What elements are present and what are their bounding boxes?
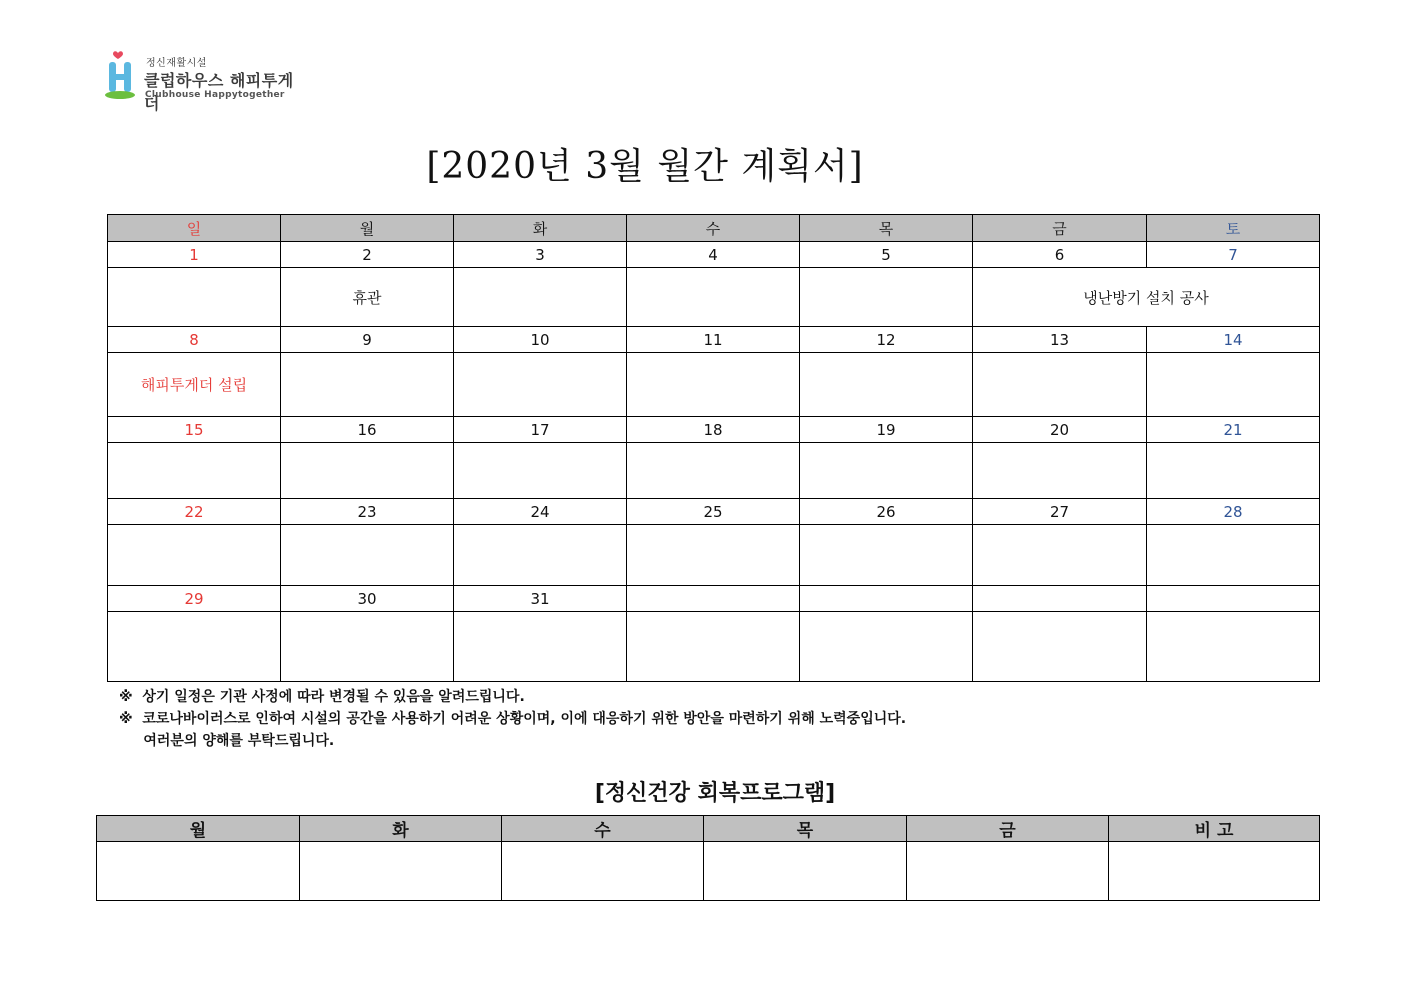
- event-cell: 휴관: [281, 268, 454, 327]
- weekday-sun: 일: [108, 215, 281, 242]
- date-cell: [800, 586, 973, 612]
- notice-text: [119, 686, 906, 752]
- program-cell: [300, 842, 502, 901]
- event-cell: [281, 525, 454, 586]
- date-cell: 9: [281, 327, 454, 353]
- program-header-row: [97, 816, 1320, 842]
- event-cell: [800, 268, 973, 327]
- date-cell: 2: [281, 242, 454, 268]
- event-cell: [1147, 443, 1320, 499]
- date-cell: 8: [108, 327, 281, 353]
- weekday-thu: 목: [800, 215, 973, 242]
- event-row: [108, 268, 1320, 327]
- date-cell: 29: [108, 586, 281, 612]
- event-cell: [454, 443, 627, 499]
- clubhouse-logo: [104, 50, 304, 113]
- date-cell: 19: [800, 417, 973, 443]
- program-header-mon: 월: [97, 816, 300, 842]
- event-row: [108, 443, 1320, 499]
- date-cell: 27: [973, 499, 1147, 525]
- event-cell: [1147, 525, 1320, 586]
- program-cell: [97, 842, 300, 901]
- event-row: [108, 525, 1320, 586]
- event-cell: [800, 612, 973, 682]
- event-cell: [627, 525, 800, 586]
- date-cell: 18: [627, 417, 800, 443]
- program-header-fri: 금: [907, 816, 1109, 842]
- event-cell: [627, 612, 800, 682]
- event-cell: [281, 612, 454, 682]
- date-cell: 23: [281, 499, 454, 525]
- event-cell: [454, 525, 627, 586]
- program-cell: [907, 842, 1109, 901]
- date-row: [108, 327, 1320, 353]
- date-cell: 17: [454, 417, 627, 443]
- program-header-thu: 목: [704, 816, 907, 842]
- date-cell: 12: [800, 327, 973, 353]
- event-row: [108, 353, 1320, 417]
- event-cell: 해피투게더 설립: [108, 353, 281, 417]
- date-cell: 1: [108, 242, 281, 268]
- event-row: [108, 612, 1320, 682]
- event-cell: [108, 268, 281, 327]
- weekday-mon: 월: [281, 215, 454, 242]
- date-cell: [1147, 586, 1320, 612]
- event-cell-merged: 냉난방기 설치 공사: [973, 268, 1320, 327]
- date-cell: 6: [973, 242, 1147, 268]
- program-cell: [502, 842, 704, 901]
- date-cell: 21: [1147, 417, 1320, 443]
- date-cell: 5: [800, 242, 973, 268]
- date-cell: 31: [454, 586, 627, 612]
- event-cell: [1147, 612, 1320, 682]
- date-cell: 24: [454, 499, 627, 525]
- weekday-header-row: [108, 215, 1320, 242]
- date-cell: 13: [973, 327, 1147, 353]
- date-cell: 15: [108, 417, 281, 443]
- date-cell: 20: [973, 417, 1147, 443]
- event-cell: [454, 268, 627, 327]
- program-cell: [1109, 842, 1320, 901]
- date-cell: 14: [1147, 327, 1320, 353]
- event-cell: [627, 443, 800, 499]
- program-header-wed: 수: [502, 816, 704, 842]
- event-cell: [800, 525, 973, 586]
- event-cell: [454, 612, 627, 682]
- date-row: [108, 242, 1320, 268]
- program-title: [정신건강 회복프로그램]: [594, 781, 836, 806]
- date-cell: 4: [627, 242, 800, 268]
- date-row: [108, 417, 1320, 443]
- date-cell: 30: [281, 586, 454, 612]
- date-cell: 3: [454, 242, 627, 268]
- event-cell: [454, 353, 627, 417]
- event-cell: [281, 353, 454, 417]
- event-cell: [973, 612, 1147, 682]
- weekday-wed: 수: [627, 215, 800, 242]
- weekday-sat: 토: [1147, 215, 1320, 242]
- event-cell: [973, 525, 1147, 586]
- program-cell: [704, 842, 907, 901]
- weekday-tue: 화: [454, 215, 627, 242]
- date-cell: 22: [108, 499, 281, 525]
- event-cell: [281, 443, 454, 499]
- event-cell: [800, 443, 973, 499]
- date-cell: 16: [281, 417, 454, 443]
- logo-english: Clubhouse Happytogether: [145, 90, 285, 100]
- date-cell: 10: [454, 327, 627, 353]
- date-row: [108, 586, 1320, 612]
- date-cell: 7: [1147, 242, 1320, 268]
- date-cell: 28: [1147, 499, 1320, 525]
- notice-line: ※ 코로나바이러스로 인하여 시설의 공간을 사용하기 어려운 상황이며, 이에 대응하기 위한 방안을 마련하기 위해 노력중입니다.: [119, 711, 907, 727]
- event-cell: [1147, 353, 1320, 417]
- monthly-calendar: [107, 214, 1320, 682]
- notice-line: ※ 상기 일정은 기관 사정에 따라 변경될 수 있음을 알려드립니다.: [119, 689, 525, 705]
- weekday-fri: 금: [973, 215, 1147, 242]
- date-cell: 11: [627, 327, 800, 353]
- event-cell: [108, 443, 281, 499]
- event-cell: [800, 353, 973, 417]
- logo-name: 클럽하우스 해피투게더: [144, 71, 294, 113]
- event-cell: [973, 353, 1147, 417]
- page-title: [2020년 3월 월간 계획서]: [426, 146, 864, 187]
- notice-line: 여러분의 양해를 부탁드립니다.: [119, 733, 335, 749]
- logo-subtitle: 정신재활시설: [146, 58, 207, 69]
- event-cell: [108, 612, 281, 682]
- logo-h-icon: [104, 50, 138, 100]
- program-table: [96, 815, 1320, 901]
- date-cell: 25: [627, 499, 800, 525]
- date-row: [108, 499, 1320, 525]
- date-cell: [973, 586, 1147, 612]
- event-cell: [627, 268, 800, 327]
- event-cell: [627, 353, 800, 417]
- program-body-row: [97, 842, 1320, 901]
- program-header-tue: 화: [300, 816, 502, 842]
- event-cell: [108, 525, 281, 586]
- event-cell: [973, 443, 1147, 499]
- date-cell: [627, 586, 800, 612]
- program-header-remarks: 비 고: [1109, 816, 1320, 842]
- date-cell: 26: [800, 499, 973, 525]
